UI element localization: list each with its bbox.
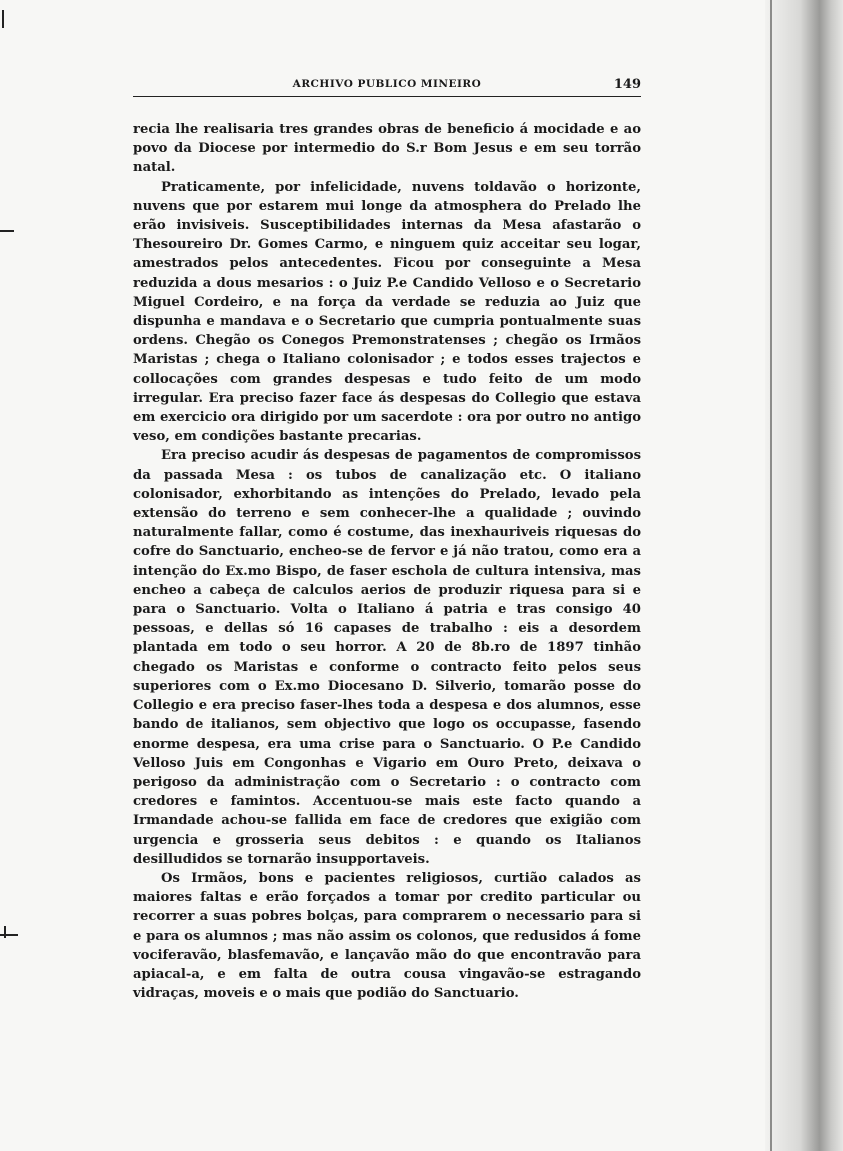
- paragraph: Praticamente, por infelicidade, nuvens toldavão o horizonte, nuvens que por estarem mui longe da atmosphera do Prelado lhe erão invisiveis. Susceptibilidades internas da Mesa afastarão o Thesoureiro Dr. Gomes Carmo, e ninguem quiz acceitar seu logar, amestrados pelos antecedentes. Ficou por conseguinte a Mesa reduzida a dous mesarios : o Juiz P.e Candido Velloso e o Secretario Miguel Cordeiro, e na força da verdade se reduzia ao Juiz que dispunha e mandava e o Secretario que cumpria pontualmente suas ordens. Chegão os Conegos Premonstratenses ; chegão os Irmãos Maristas ; chega o Italiano colonisador ; e todos esses trajectos e collocações com grandes despesas e tudo feito de um modo irregular. Era preciso fazer face ás despesas do Collegio que estava em exercicio ora dirigido por um sacerdote : ora por outro no antigo veso, em condições bastante precarias.: [133, 179, 641, 445]
- margin-mark: [0, 934, 18, 936]
- body-text: [133, 120, 641, 1003]
- margin-mark: [2, 10, 4, 28]
- running-title: ARCHIVO PUBLICO MINEIRO: [292, 78, 482, 90]
- document-page: [133, 74, 641, 1003]
- paragraph: Era preciso acudir ás despesas de pagamentos de compromissos da passada Mesa : os tubos de canalização etc. O italiano colonisador, exhorbitando as intenções do Prelado, levado pela extensão do terreno e sem conhecer-lhe a qualidade ; ouvindo naturalmente fallar, como é costume, das inexhauriveis riquesas do cofre do Sanctuario, encheo-se de fervor e já não tratou, como era a intenção do Ex.mo Bispo, de faser eschola de cultura intensiva, mas encheo a cabeça de calculos aerios de produzir riquesa para si e para o Sanctuario. Volta o Italiano á patria e tras consigo 40 pessoas, e dellas só 16 capases de trabalho : eis a desordem plantada em todo o seu horror. A 20 de 8b.ro de 1897 tinhão chegado os Maristas e conforme o contracto feito pelos seus superiores com o Ex.mo Diocesano D. Silverio, tomarão posse do Collegio e era preciso faser-lhes toda a despesa e dos alumnos, esse bando de italianos, sem objectivo que logo os occupasse, fasendo enorme despesa, era uma crise para o Sanctuario. O P.e Candido Velloso Juis em Congonhas e Vigario em Ouro Preto, deixava o perigoso da administração com o Secretario : o contracto com credores e famintos. Accentuou-se mais este facto quando a Irmandade achou-se fallida em face de credores que exigião com urgencia e grosseria seus debitos : e quando os Italianos desilludidos se tornarão insupportaveis.: [133, 448, 641, 867]
- margin-mark: [0, 230, 14, 232]
- scan-edge-line: [770, 0, 772, 1151]
- margin-mark: [4, 926, 6, 938]
- paragraph: Os Irmãos, bons e pacientes religiosos, curtião calados as maiores faltas e erão forçados a tomar por credito particular ou recorrer a suas pobres bolças, para comprarem o necessario para si e para os alumnos ; mas não assim os colonos, que redusidos á fome vociferavão, blasfemavão, e lançavão mão do que encontravão para apiacal-a, e em falta de outra cousa vingavão-se estragando vidraças, moveis e o mais que podião do Sanctuario.: [133, 870, 641, 1002]
- running-header: [133, 74, 641, 97]
- page-number: 149: [613, 77, 641, 92]
- paragraph: recia lhe realisaria tres grandes obras de beneficio á mocidade e ao povo da Diocese por intermedio do S.r Bom Jesus e em seu torrão natal.: [133, 122, 641, 176]
- scan-edge-shadow: [765, 0, 843, 1151]
